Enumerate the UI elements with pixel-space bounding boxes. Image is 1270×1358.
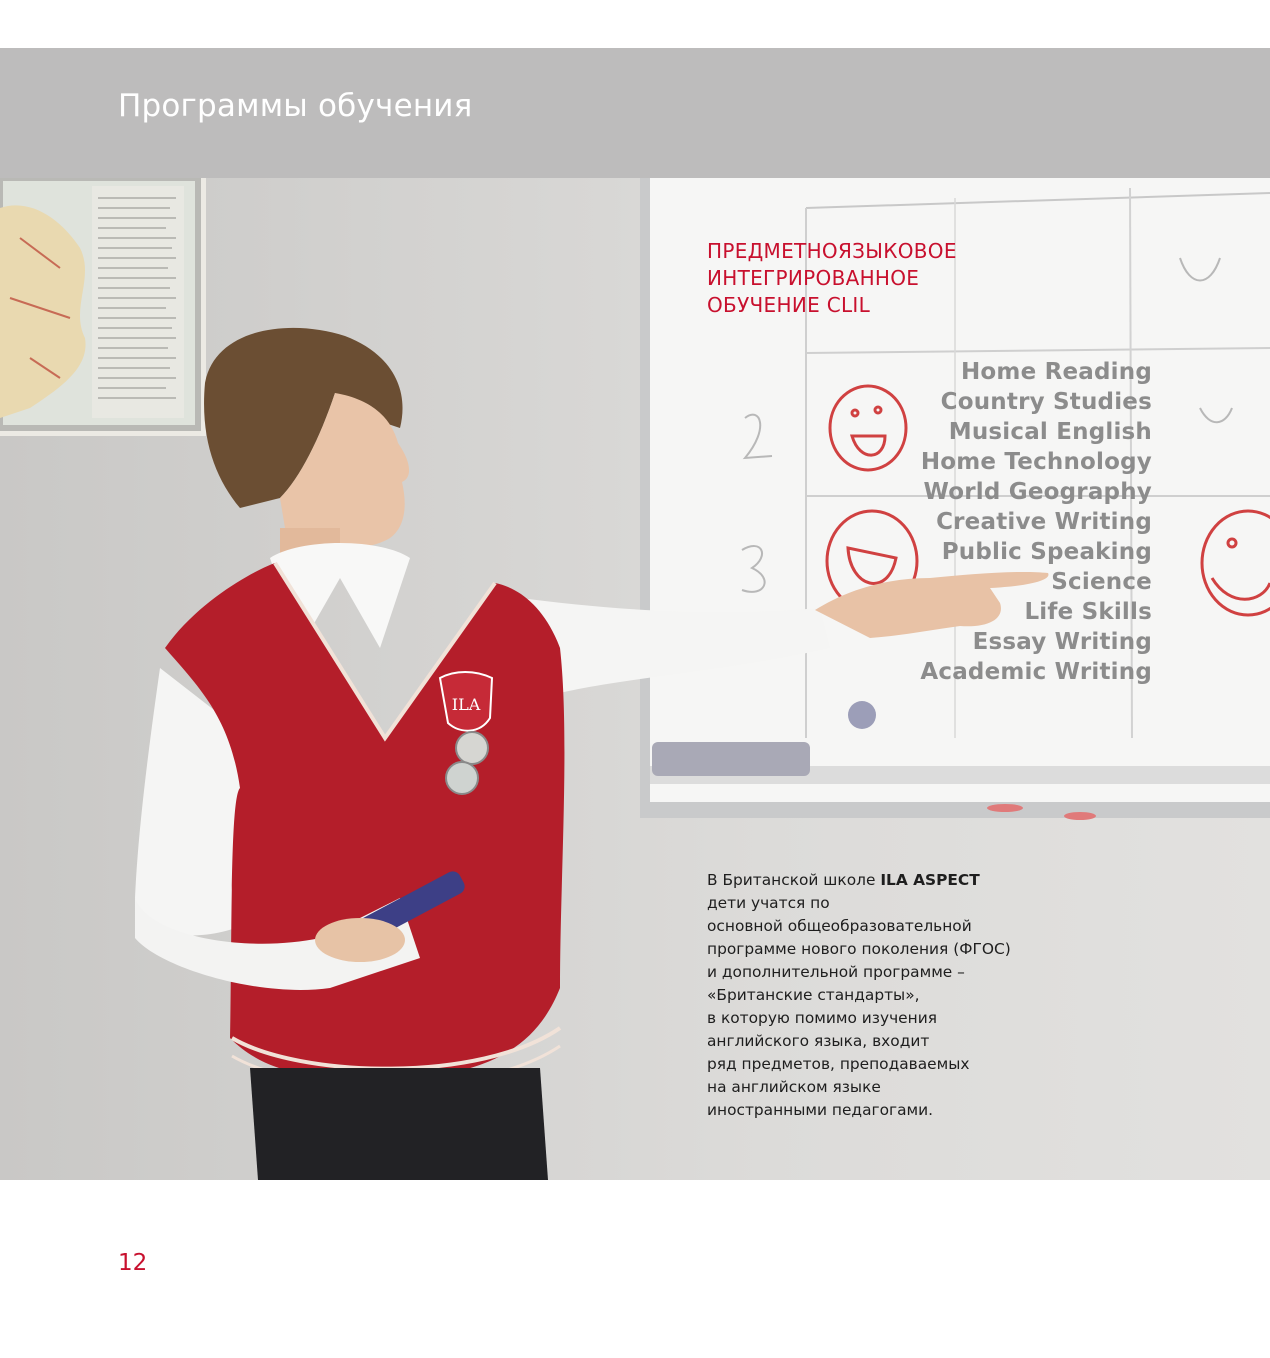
clil-heading bbox=[707, 238, 957, 319]
subject-item: World Geography bbox=[923, 479, 1152, 505]
description-line: ряд предметов, преподаваемых bbox=[707, 1055, 970, 1073]
subject-item: Life Skills bbox=[1024, 599, 1152, 625]
description-prefix: В Британской школе bbox=[707, 871, 881, 889]
subject-list bbox=[880, 357, 1152, 687]
description-line: основной общеобразовательной bbox=[707, 917, 972, 935]
program-description bbox=[707, 869, 1047, 1122]
description-line: английского языка, входит bbox=[707, 1032, 930, 1050]
subject-item: Academic Writing bbox=[920, 659, 1152, 685]
vest-badge-text: ILA bbox=[451, 695, 481, 714]
description-line: и дополнительной программе – bbox=[707, 963, 965, 981]
description-line bbox=[707, 869, 1047, 892]
subject-item: Home Technology bbox=[920, 449, 1152, 475]
subject-item: Musical English bbox=[948, 419, 1152, 445]
description-line: дети учатся по bbox=[707, 894, 830, 912]
description-line: программе нового поколения (ФГОС) bbox=[707, 940, 1011, 958]
school-name: ILA ASPECT bbox=[880, 871, 980, 889]
description-line: иностранными педагогами. bbox=[707, 1101, 934, 1119]
subject-item: Essay Writing bbox=[972, 629, 1152, 655]
clil-heading-line: ИНТЕГРИРОВАННОЕ bbox=[707, 266, 920, 290]
subject-item: Home Reading bbox=[960, 359, 1152, 385]
page-number: 12 bbox=[118, 1250, 148, 1276]
description-line: в которую помимо изучения bbox=[707, 1009, 937, 1027]
page-title: Программы обучения bbox=[118, 88, 473, 124]
description-line: на английском языке bbox=[707, 1078, 881, 1096]
wall-map bbox=[0, 178, 206, 436]
description-line: «Британские стандарты», bbox=[707, 986, 920, 1004]
clil-heading-line: ОБУЧЕНИЕ CLIL bbox=[707, 293, 871, 317]
subject-item: Science bbox=[1051, 569, 1152, 595]
subject-item: Public Speaking bbox=[941, 539, 1152, 565]
subject-item: Country Studies bbox=[940, 389, 1152, 415]
subject-item: Creative Writing bbox=[936, 509, 1152, 535]
clil-heading-line: ПРЕДМЕТНОЯЗЫКОВОЕ bbox=[707, 239, 957, 263]
